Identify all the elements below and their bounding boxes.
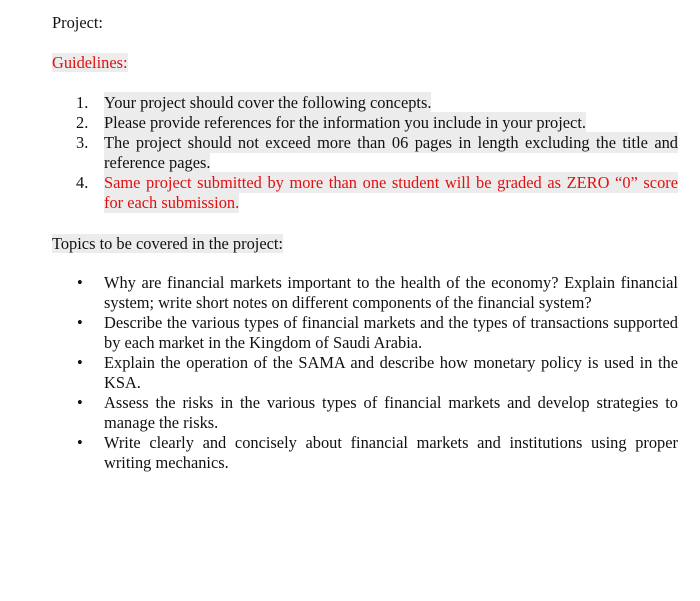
topic-item-4 [52,393,678,433]
guideline-text: Your project should cover the following concepts. [104,93,432,112]
topic-text: Assess the risks in the various types of financial markets and develop strategies to manage the risks. [104,393,678,432]
bullet-icon: • [77,353,83,372]
bullet-icon: • [77,433,83,452]
guidelines-heading-text: Guidelines: [52,53,128,72]
guideline-number: 1. [76,93,89,112]
guidelines-list [52,93,678,213]
topic-text: Explain the operation of the SAMA and describe how monetary policy is used in the KSA. [104,353,678,392]
topic-text: Write clearly and concisely about financial markets and institutions using proper writing mechanics. [104,433,678,472]
bullet-icon: • [77,313,83,332]
topic-item-5 [52,433,678,473]
guideline-text: Please provide references for the information you include in your project. [104,113,586,132]
bullet-icon: • [77,273,83,292]
guideline-item-2 [52,113,678,133]
topic-item-1 [52,273,678,313]
guideline-number: 4. [76,173,89,192]
topic-item-3 [52,353,678,393]
topics-list [52,273,678,473]
topic-text: Why are financial markets important to the health of the economy? Explain financial system; write short notes on different components of the financial system? [104,273,678,312]
topics-heading-text: Topics to be covered in the project: [52,234,283,253]
guideline-item-1 [52,93,678,113]
guideline-number: 2. [76,113,89,132]
bullet-icon: • [77,393,83,412]
project-heading [52,13,103,33]
topics-heading [52,234,283,254]
guidelines-heading [52,53,128,73]
topic-item-2 [52,313,678,353]
guideline-item-4 [52,173,678,213]
project-heading-text: Project: [52,13,103,32]
guideline-text-warning: Same project submitted by more than one student will be graded as ZERO “0” score for each submission. [104,173,678,212]
topic-text: Describe the various types of financial markets and the types of transactions supported by each market in the Kingdom of Saudi Arabia. [104,313,678,352]
guideline-text: The project should not exceed more than 06 pages in length excluding the title and reference pages. [104,133,678,172]
guideline-item-3 [52,133,678,173]
guideline-number: 3. [76,133,89,152]
